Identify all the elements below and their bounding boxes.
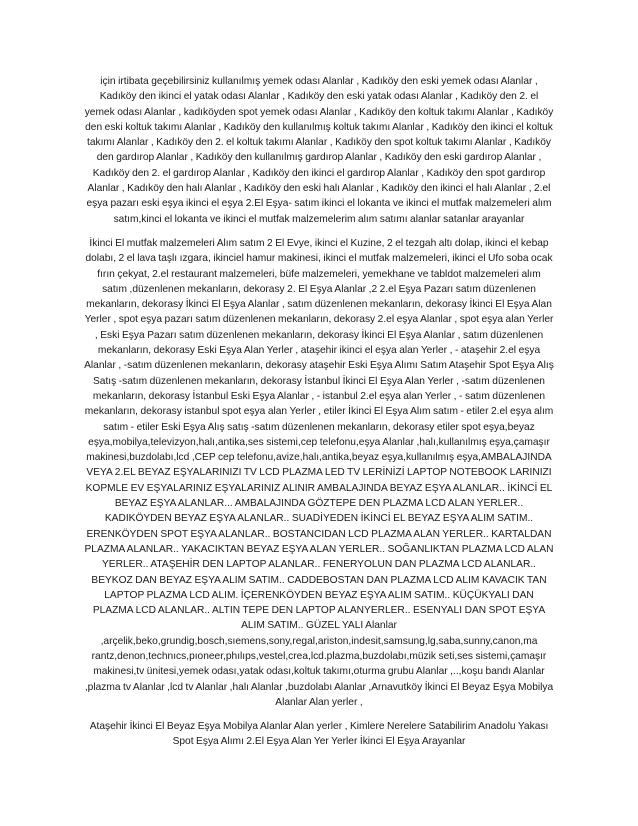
paragraph-listing: İkinci El mutfak malzemeleri Alım satım 2 El Evye, ikinci el Kuzine, 2 el tezgah altı dolap, ikinci el kebap dolabı, 2 el lava taşlı ızgara, ikinciel hamur makinesi, ikinci el mutfak malzemeleri, ikinci el Ufo soba ocak fırın çekyat, 2.el restaurant malzemeleri, büfe malzemeleri, yemekhane ve tabldot malzemeleri alım satım ,düzenlenen mekanların, dekorasy 2. El Eşya Alanlar ,2 2.el Eşya Pazarı satım düzenlenen mekanların, dekorasy İkinci El Eşya Alanlar , satım düzenlenen mekanların, dekorasy İkinci El Eşya Alan Yerler , spot eşya pazarı satım düzenlenen mekanların, dekorasy 2.el eşya Alanlar , spot eşya alan Yerler , Eski Eşya Pazarı satım düzenlenen mekanların, dekorasy İkinci El Eşya Alanlar , satım düzenlenen mekanların, dekorasy Eski Eşya Alan Yerler , ataşehir ikinci el eşya alan Yerler , - ataşehir 2.el eşya Alanlar , -satım düzenlenen mekanların, dekorasy ataşehir Eski Eşya Alımı Satım Ataşehir Spot Eşya Alış Satış -satım düzenlenen mekanların, dekorasy İstanbul İkinci El Eşya Alan Yerler , -satım düzenlenen mekanların, dekorasy İstanbul Eski Eşya Alanlar , - istanbul 2.el eşya alan Yerler , - satım düzenlenen mekanların, dekorasy istanbul spot eşya alan Yerler , etiler İkinci El Eşya Alım satım - etiler 2.el eşya alım satım - etiler Eski Eşya Alış satış -satım düzenlenen mekanların, dekorasy etiler spot eşya,beyaz eşya,mobilya,televizyon,halı,antika,ses sistemi,cep telefonu,eşya Alanlar ,halı,kullanılmış eşya,çamaşır makinesi,buzdolabı,lcd ,CEP cep telefonu,avize,halı,antika,beyaz eşya,kullanılmış eşya,AMBALAJINDA VEYA 2.EL BEYAZ EŞYALARINIZI TV LCD PLAZMA LED TV LERİNİZİ LAPTOP NOTEBOOK LARINIZI KOPMLE EV EŞYALARINIZ EŞYALARINIZ ALINIR AMBALAJINDA BEYAZ EŞYA ALANLAR.. İKİNCİ EL BEYAZ EŞYA ALANLAR... AMBALAJINDA GÖZTEPE DEN PLAZMA LCD ALAN YERLER.. KADIKÖYDEN BEYAZ EŞYA ALANLAR.. SUADİYEDEN İKİNCİ EL BEYAZ EŞYA ALIM SATIM.. ERENKÖYDEN SPOT EŞYA ALANLAR.. BOSTANCIDAN LCD PLAZMA ALAN YERLER.. KARTALDAN PLAZMA ALANLAR.. YAKACIKTAN BEYAZ EŞYA ALAN YERLER.. SOĞANLIKTAN PLAZMA LCD ALAN YERLER.. ATAŞEHİR DEN LAPTOP ALANLAR.. FENERYOLUN DAN PLAZMA LCD ALANLAR.. BEYKOZ DAN BEYAZ EŞYA ALIM SATIM.. CADDEBOSTAN DAN PLAZMA LCD ALIM KAVACIK TAN LAPTOP PLAZMA LCD ALIM. İÇERENKÖYDEN BEYAZ EŞYA ALIM SATIM.. KÜÇÜKYALI DAN PLAZMA LCD ALANLAR.. ALTIN TEPE DEN LAPTOP ALANYERLER.. ESENYALI DAN SPOT EŞYA ALIM SATIM.. GÜZEL YALI Alanlar ,arçelik,beko,grundig,bosch,sıemens,sony,regal,ariston,indesit,samsung,lg,saba,sunny,canon,ma rantz,denon,technıcs,pıoneer,phılıps,vestel,crea,lcd.plazma,buzdolabı,müzik seti,ses sistemi,çamaşır makinesi,tv ünitesi,yemek odası,yatak odası,koltuk takımı,oturma grubu Alanlar ,..,koşu bandı Alanlar ,plazma tv Alanlar ,lcd tv Alanlar ,halı Alanlar ,buzdolabı Alanlar ,Arnavutköy İkinci El Beyaz Eşya Mobilya Alanlar Alan yerler , xyxy=(84,237,554,708)
document-body xyxy=(84,74,554,750)
paragraph-closing: Ataşehir İkinci El Beyaz Eşya Mobilya Alanlar Alan yerler , Kimlere Nerelere Satabilirim Anadolu Yakası Spot Eşya Alımı 2.El Eşya Alan Yer Yerler İkinci El Eşya Arayanlar xyxy=(89,721,549,748)
paragraph-intro: için irtibata geçebilirsiniz kullanılmış yemek odası Alanlar , Kadıköy den eski yemek odası Alanlar , Kadıköy den ikinci el yatak odası Alanlar , Kadıköy den eski yatak odası Alanlar , Kadıköy den 2. el yemek odası Alanlar , kadıköyden spot yemek odası Alanlar , Kadıköy den koltuk takımı Alanlar , Kadıköy den eski koltuk takımı Alanlar , Kadıköy den kullanılmış koltuk takımı Alanlar , Kadıköy den ikinci el koltuk takımı Alanlar , Kadıköy den 2. el koltuk takımı Alanlar , Kadıköy den spot koltuk takımı Alanlar , Kadıköy den gardırop Alanlar , Kadıköy den kullanılmış gardırop Alanlar , Kadıköy den eski gardırop Alanlar , Kadıköy den 2. el gardırop Alanlar , Kadıköy den ikinci el gardırop Alanlar , Kadıköy den spot gardırop Alanlar , Kadıköy den halı Alanlar , Kadıköy den eski halı Alanlar , Kadıköy den ikinci el halı Alanlar , 2.el eşya pazarı eski eşya ikinci el eşya 2.El Eşya- satım ikinci el lokanta ve ikinci el mutfak malzemeleri alım satım,kinci el lokanta ve ikinci el mutfak malzemelerim alım satımı alanlar satanlar arayanlar xyxy=(84,76,554,225)
